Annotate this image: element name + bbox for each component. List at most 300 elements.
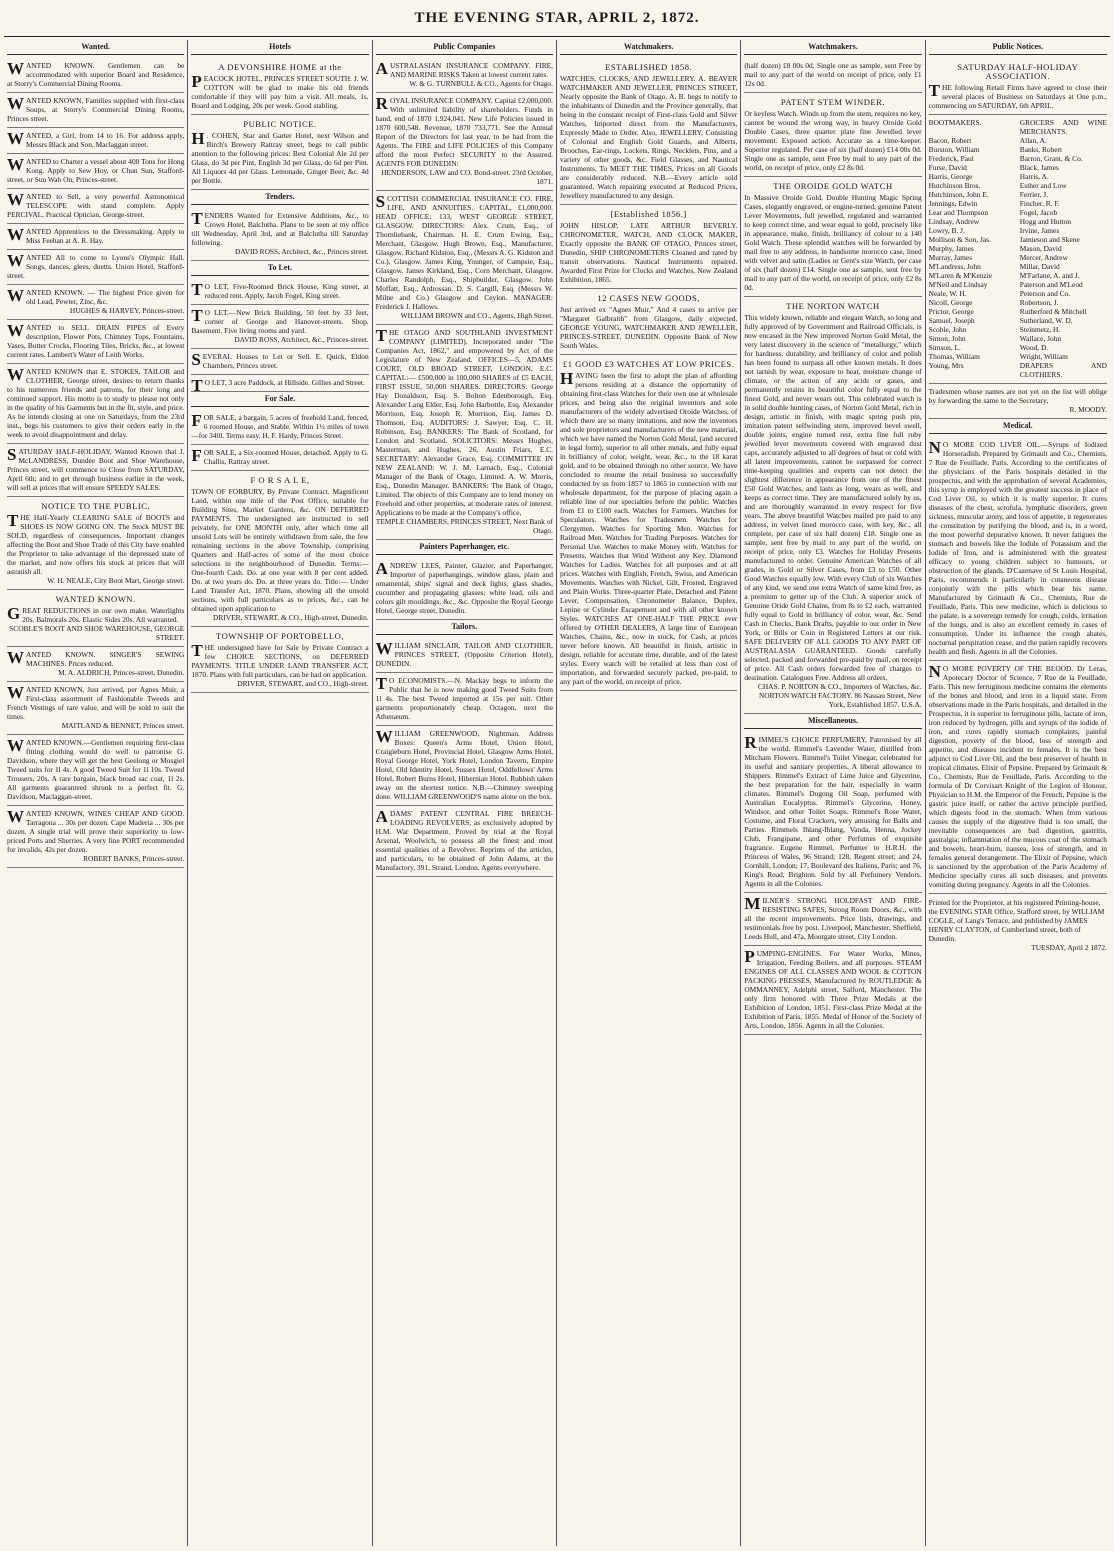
business-name: Nicoll, George bbox=[928, 298, 973, 307]
drop-cap: T bbox=[928, 81, 940, 100]
drop-cap: P bbox=[744, 947, 755, 966]
ad-body bbox=[7, 131, 184, 149]
ad-title: 12 CASES NEW GOODS, bbox=[597, 293, 700, 303]
business-name: Jennings, Edwin bbox=[928, 199, 978, 208]
ad-body bbox=[191, 211, 368, 247]
ad-body bbox=[7, 192, 184, 219]
ad-body bbox=[376, 328, 553, 517]
ad-text: ANTED KNOWN. SINGER'S SEWING MACHINES. Prices reduced. bbox=[26, 650, 185, 668]
business-name: Paterson and M'Leod bbox=[1019, 280, 1083, 289]
ad-text: ANTED KNOWN that E. STOKES, TAILOR and CLOTHIER, George street, desires to return thanks to his numerous friends and patrons, for their long and continued support. His motto is to study to please not only in the quality of his Garments but in the fit, style, and price. As he intends closing at one on Saturdays, from the 23rd inst., begs his customers to give their orders early in the week to avoid disappointment and delay. bbox=[7, 367, 185, 439]
business-name: Harris, A. bbox=[1019, 172, 1049, 181]
section-heading: Medical. bbox=[929, 419, 1107, 434]
drop-cap: S bbox=[375, 192, 386, 211]
advertisement bbox=[191, 349, 368, 375]
ad-body bbox=[376, 96, 553, 168]
ad-text: ANTED KNOWN. — The highest Price given for old Lead, Pewter, Zinc, &c. bbox=[26, 288, 185, 306]
ad-signature: ROBERT BANKS, Princes-street. bbox=[83, 854, 185, 863]
ad-text: This widely known, reliable and elegant Watch, so long and fully approved of by Government and Railroad Officials, is now encased in the New improved Norton Gold Metal, the very latest discovery in the science of "metallurgy," which for hardness, durability, and brilliancy of color and polish has been found to surpass all other known metals. It does not tarnish by wear, exposure to heat, moisture change of climate, or the action of any acids or gases, and permanently retains its beautiful color fully equal to the finest Gold, and never wears out. This celebrated watch is in solid double hunting cases, of Norton Gold Metal, rich in design, artistic in finish, with magic spring push pin, imitation patent selfwinding stem, improved bevel swell, double joints, engine turned rest, extra fine full ruby jewelled lever movements covered with engraved dust caps, accurately adjusted to all degrees of heat or cold with all latest improvements, cannot be surpassed for correct time-keeping qualities and experts can not detect the slightest difference in appearance from one of the finest £50 Gold Watches, and lasts as long, wears as well, and keeps as correct time. They are manufactured solely by us, and are thoroughly warranted in every respect for five years. The above beautiful Watches mailed pre paid to any address, in velvet lined morocco case, with key, &c., all complete, per case of six half dozen) £18. Single one as sample, sent free by mail to any part of the world, on receipt of price, only £3. Watches for Holiday Presents manufactured to order. Genuine American Watches of all grades, in Gold or Silver Cases, from £3 to £50. Other Good Watches equally low. With every Club of six Watches of any kind, we send one extra Watch of same kind free, as a premium to getter up of the Club. A superior stock of Genuine Oride Gold Chains, from 8s to £2 each, warranted fully equal to Gold in brilliancy of color, wear, &c. Send Cash in Checks, Bank Drafts, payable to our order in New York, or Bills or Coin in Registered Letters at our risk. SAFE DELIVERY OF ALL GOODS TO ANY PART OF AUSTRALASIA GUARANTEED. Goods carefully selected, packed and forwarded pre-paid by mail, on receipt of price. All Cash orders forwarded free of charges to destination. Catalogues Free. Address all orders, bbox=[744, 313, 922, 682]
drop-cap: W bbox=[7, 155, 24, 174]
ad-text: ANTED, a Girl, from 14 to 16. For address apply, Messrs Black and Son, Maclaggan street. bbox=[26, 131, 185, 149]
advertisement bbox=[191, 445, 368, 471]
drop-cap: M bbox=[744, 894, 761, 913]
advertisement bbox=[744, 58, 921, 93]
business-name: Harris, George bbox=[928, 172, 973, 181]
business-name: Irvine, James bbox=[1019, 226, 1060, 235]
drop-cap: T bbox=[191, 209, 203, 228]
drop-cap: T bbox=[191, 641, 203, 660]
ad-text: HE undersigned have for Sale by Private Contract a few CHOICE SECTIONS, on DEFERRED PAYMENTS. TITLE UNDER LAND TRANSFER ACT, 1870. Plans with full particulars, can be had on application. bbox=[191, 643, 369, 679]
advertisement bbox=[929, 58, 1107, 115]
advertisement bbox=[929, 661, 1107, 894]
ad-signature: WILLIAM BROWN and CO., Agents, High Street. bbox=[400, 311, 553, 320]
advertisement bbox=[376, 806, 553, 877]
ad-body bbox=[744, 896, 921, 941]
ad-text: HE OTAGO AND SOUTHLAND INVESTMENT COMPANY (LIMITED). Incorporated under "The Companies Act, 1862," and empowered by Act of the Legislature of New Zealand. OFFICES—5, ADAMS COURT, OLD BROAD STREET, LONDON, E.C. CAPITAL:— £500,000 in 100,000 SHARES of £5 EACH, FIRST ISSUE, 50,000 SHARES. DIRECTORS: George Hay Donaldson, Esq. S. Bolton Edenborough, Esq. Alexander Lang Elder, Esq. John Harbottle, Esq. Alexander Morrison, Esq. Joseph R. Morrison, Esq. James D. Thomson, Esq. AUDITORS: J. Sawyer, Esq. C. H. Robinson, Esq. BANKERS: The Bank of Scotland, for London and Scotland. SOLICITORS: Messrs Hughes, Masterman, and Hughes, 26, Austin Friars, E.C. SECRETARY: Alexander Grace, Esq. COMMITTEE IN NEW ZEALAND: W. J. M. Larnach, Esq., Colonial Manager of the Bank of Otago, Limited. A. W. Morris, Esq., Dunedin Manager. BANKERS: The Bank of Otago, Limited. The objects of this Company are to lend money on Freehold and other properties, at moderate rates of interest. Applications to be made at the Company's office, bbox=[375, 328, 553, 517]
ad-body bbox=[376, 61, 553, 79]
ad-text: HE following Retail Firms have agreed to close their several places of Business on Saturdays at One p.m., commencing on SATURDAY, 6th APRIL. bbox=[928, 83, 1107, 110]
advertisement bbox=[376, 673, 553, 726]
business-name: Fogel, Jacob bbox=[1019, 208, 1058, 217]
drop-cap: W bbox=[7, 129, 24, 148]
ad-body bbox=[191, 487, 368, 613]
drop-cap: W bbox=[375, 639, 393, 658]
advertisement bbox=[7, 250, 184, 285]
ad-body bbox=[560, 221, 737, 284]
drop-cap: W bbox=[375, 727, 393, 746]
ad-signature: SCOBLE'S BOOT AND SHOE WAREHOUSE, GEORGE STREET. bbox=[9, 624, 185, 642]
drop-cap: N bbox=[928, 438, 941, 457]
ad-text: ANTED to SELL DRAIN PIPES of Every description, Flower Pots, Chimney Tops, Fountains, Vases, Butter Crocks, Flooring Tiles, Bricks, &c., at lowest current rates. Lambert's Water of Leith Works. bbox=[7, 323, 185, 359]
ad-text: USTRALASIAN INSURANCE COMPANY. FIRE, AND MARINE RISKS Taken at lowest current rates. bbox=[389, 61, 553, 79]
business-name: Simon, John bbox=[928, 334, 966, 343]
section-heading: Tailors. bbox=[376, 620, 553, 635]
advertisement bbox=[7, 320, 184, 364]
drop-cap: F bbox=[191, 411, 202, 430]
advertisement bbox=[376, 93, 553, 191]
advertisement bbox=[744, 893, 921, 946]
imprint-date: TUESDAY, April 2 1872. bbox=[1031, 943, 1107, 952]
advertisement bbox=[7, 647, 184, 682]
ad-body bbox=[7, 809, 184, 854]
advertisement bbox=[7, 128, 184, 154]
advertisement bbox=[560, 205, 737, 289]
ad-text: IMMEL'S CHOICE PERFUMERY, Patronised by all the world. Rimmel's Lavender Water, distilled from Mitcham Flowers. Rimmel's Toilet Vinegar, celebrated for its useful and sanitary properties. A liberal allowance to Shippers. Rimmel's Extract of Lime Juice and Glycerine, the best preparation for the hair, especially in warm climates. Rimmel's Dugong Oil Soap, perfumed with Australian Eucalyptus. Rimmel's Glycerine, Honey, Windsor, and other Toilet Soaps. Rimmel's Rose Water, Costume, and Floral Crackers, very amusing for Balls and Parties. Rimmels Ihlang-Ihlang, Vanda, Henna, Jockey Club, Frangipane, and other Perfumes of exquisite fragrance. Eugene Rimmel, Perfumer to H.R.H. the Princess of Wales, 96 Strand; 128, Regent street; and 24, Cornhill, London; 17, Boulevard des Italiens, Paris; and 76, King's Road, Brighton. Sold by all Perfumery Vendors. Agents in all the Colonies. bbox=[744, 735, 922, 888]
section-heading: Tenders. bbox=[191, 190, 368, 205]
ad-text: ANTED KNOWN. Gentlemen can be accommodated with superior Board and Residence, at Storry's Commercial Dining Rooms. bbox=[7, 61, 185, 88]
column-public-companies bbox=[373, 40, 557, 1546]
column-public-notices bbox=[926, 40, 1110, 1546]
drop-cap: H bbox=[559, 369, 574, 388]
ad-title: £1 GOOD £3 WATCHES AT LOW PRICES. bbox=[562, 359, 735, 369]
ad-body bbox=[7, 650, 184, 668]
ad-title: WANTED KNOWN. bbox=[55, 594, 136, 604]
business-name: M'Farlane, A. and J. bbox=[1019, 271, 1080, 280]
ad-body bbox=[191, 352, 368, 370]
section-heading: To Let. bbox=[191, 261, 368, 276]
ad-body bbox=[744, 61, 921, 88]
ad-text: O LET, Five-Roomed Brick House, King street, at reduced rent. Apply, Jacob Fogel, King street. bbox=[204, 282, 369, 300]
ad-title: THE NORTON WATCH bbox=[786, 301, 880, 311]
business-name: Young, Mrs bbox=[928, 361, 964, 370]
business-name: Esther and Low bbox=[1019, 181, 1067, 190]
business-name: Rutherford & Mitchell bbox=[1019, 307, 1087, 316]
drop-cap: W bbox=[7, 225, 24, 244]
ad-text: (half dozen) £8 00s 0d. Single one as sample, sent Free by mail to any part of the world on receipt of price, only £1 12s 0d. bbox=[744, 61, 922, 88]
business-name: Ferrier, J. bbox=[1019, 190, 1049, 199]
drop-cap: W bbox=[7, 648, 24, 667]
drop-cap: H bbox=[191, 129, 205, 148]
ad-text: COTTISH COMMERCIAL INSURANCE CO. FIRE, LIFE, AND ANNUITIES. CAPITAL, £1,000,000. HEAD OFFICE: 133, WEST GEORGE STREET, GLASGOW. DIRECTORS: Alex. Crum, Esq., of Thornliebank, Chairman. H. E. Crum Ewing, Esq., Merchant, Glasgow. Hugh Brown, Esq., Manufacturer, Glasgow. Richard Kidston, Esq., (Messrs A. G. Kidston and Co.), Glasgow. James King, Younger, of Campsie, Esq., Glasgow. James Kirkland, Esq., Corn Merchant, Glasgow. Charles Randolph, Esq., Shipbuilder, Glasgow. John Moffatt, Esq., Ardrossan. D. S. Cargill, Esq. (Messrs W. Milne and Co.) Glasgow and Ceylon. MANAGER: Frederick J. Hallows. bbox=[375, 194, 553, 311]
ad-body bbox=[560, 74, 737, 200]
section-heading: Miscellaneous. bbox=[744, 714, 921, 729]
column-hotels bbox=[188, 40, 372, 1546]
business-name: Mollison & Son, Jas. bbox=[928, 235, 991, 244]
ad-text: OYAL INSURANCE COMPANY. Capital £2,000,000. With unlimited liability of shareholders. Funds in hand, end of 1870 1,924,041. New Life Policies issued in 1870 600,548. Revenue, 1870 733,771. See the Annual Report of the Directors for last year, to be had from the Agents. The FIRE and LIFE POLICIES of this Company afford the most Perfect SECURITY to the Assured. AGENTS FOR DUNEDIN: bbox=[375, 96, 553, 168]
advertisement bbox=[744, 93, 921, 177]
ad-signature: DRIVER, STEWART, and CO., High-street. bbox=[237, 679, 369, 688]
ad-text: O LET.—New Brick Building, 50 feet by 33 feet, corner of George and Hanover-streets. Shop. Basement. Five living rooms and yard. bbox=[191, 308, 369, 335]
notice-footer bbox=[929, 384, 1107, 419]
drop-cap: R bbox=[744, 733, 757, 752]
business-name: Wallace, John bbox=[1019, 334, 1062, 343]
business-name: Furse, David bbox=[928, 163, 967, 172]
drop-cap: W bbox=[7, 365, 24, 384]
business-name: Neale, W. H. bbox=[928, 289, 967, 298]
section-heading: Painters Paperhanger, etc. bbox=[376, 540, 553, 555]
drop-cap: W bbox=[7, 683, 24, 702]
advertisement bbox=[376, 726, 553, 806]
section-heading: Hotels bbox=[191, 40, 368, 55]
ad-body bbox=[7, 323, 184, 359]
ad-text: JOHN HISLOP, LATE ARTHUR BEVERLY. CHRONOMETER, WATCH, AND CLOCK MAKER, Exactly opposite the BANK OF OTAGO, Princes street, Dunedin, SHIP CHRONOMETERS Cleaned and rated by transit observations. Nautical Instruments repaired. Awarded First Prize for Clocks and Watches, New Zealand Exhibition, 1865. bbox=[559, 221, 738, 284]
drop-cap: S bbox=[191, 350, 201, 369]
advertisement bbox=[744, 732, 921, 893]
business-name: Prictor, George bbox=[928, 307, 974, 316]
ad-body bbox=[376, 729, 553, 801]
drop-cap: T bbox=[375, 674, 387, 693]
ad-body bbox=[7, 738, 184, 801]
section-heading: Public Notices. bbox=[929, 40, 1107, 55]
drop-cap: A bbox=[375, 559, 388, 578]
advertisement bbox=[376, 191, 553, 325]
ad-title: TOWNSHIP OF PORTOBELLO, bbox=[215, 631, 345, 641]
business-name: Hogg and Hutton bbox=[1019, 217, 1072, 226]
business-name: Lindsay, Andrew bbox=[928, 217, 980, 226]
drop-cap: W bbox=[7, 286, 24, 305]
business-name: Hutchinson, John E. bbox=[928, 190, 989, 199]
ad-body bbox=[7, 513, 184, 576]
advertisement bbox=[191, 58, 368, 115]
advertisement bbox=[7, 497, 184, 590]
business-name: Banks, Robert bbox=[1019, 145, 1063, 154]
business-name: Burston, William bbox=[928, 145, 980, 154]
drop-cap: T bbox=[191, 280, 203, 299]
ad-body bbox=[744, 109, 921, 172]
business-name: Thomas, William bbox=[928, 352, 980, 361]
advertisement bbox=[376, 58, 553, 93]
ad-text: ILNER'S STRONG HOLDFAST AND FIRE-RESISTING SAFES, Strong Room Doors, &c., with all the recent improvements. Price lists, drawings, and testimonials free by post. Liverpool, Manchester, Sheffield, Leeds Hull, and 47a, Moorgate street, City London. bbox=[744, 896, 922, 941]
business-name: GROCERS AND WINE MERCHANTS. bbox=[1019, 118, 1107, 136]
ad-body bbox=[376, 194, 553, 311]
business-name: Barron, Grant, & Co. bbox=[1019, 154, 1083, 163]
ad-text: ATURDAY HALF-HOLIDAY, Wanted Known that J. McLANDRESS, Dundee Boot and Shoe Warehouse, Princes street, will commence to Close from SATURDAY, April 6th; and to get through business earlier in the week, will sell at prices that will ensure SPEEDY SALES. bbox=[7, 447, 185, 492]
ad-text: EVERAL Houses to Let or Sell. E. Quick, Eldon Chambers, Princes street. bbox=[202, 352, 369, 370]
ad-signature: DAVID ROSS, Architect, &c., Princes street. bbox=[234, 247, 369, 256]
business-name: Robertson, J. bbox=[1019, 298, 1059, 307]
ad-text: UMPING-ENGINES. For Water Works, Mines, Irrigation, Feeding Boilers, and all purposes. STEAM ENGINES OF ALL CLASSES AND WOOL & COTTON PACKING PRESSES, Manufactured by ROUTLEDGE & OMMANNEY, Adelphi street, Salford, Manchester. The only firm honored with Three Prize Medals at the Exhibition of London, 1851. First-class Prize Medal at the Exhibition of Paris, 1855. Medal of Honor of the Society of Arts, London, 1856. Agents in all the Colonies. bbox=[744, 949, 922, 1030]
drop-cap: T bbox=[7, 511, 19, 530]
business-name: Frederick, Paul bbox=[928, 154, 974, 163]
ad-text: In Massive Oroide Gold, Double Hunting Magic Spring Cases, elegantly engraved, or engine-turned, genuine Patent Lever Movements, full jewelled, regulated and warranted to keep correct time, and wear equal to gold, precisely like in appearance, make, finish, brilliancy of colour to a 140 Gold Watch. These splendid watches will be forwarded by mail free to any address, in handsome morocco case, lined with velvet and satin (Ladies or Gent's size Watch, per case of six (half dozen) £14. Single one as sample, sent free by mail to any part of the world, on receipt of price, only £2 8s 0d. bbox=[744, 193, 922, 292]
ad-text: ENDERS Wanted for Extensive Additions, &c., to Crown Hotel, Balclutha. Plans to be seen at my office till Wednesday, April 3rd, and at Balclutha till Saturday following. bbox=[191, 211, 369, 247]
newspaper-title: THE EVENING STAR, APRIL 2, 1872. bbox=[414, 10, 700, 26]
business-name: Murphy, James bbox=[928, 244, 974, 253]
advertisement bbox=[191, 305, 368, 349]
advertisement bbox=[7, 58, 184, 93]
business-name: Scoble, John bbox=[928, 325, 967, 334]
ad-text: HE Half-Yearly CLEARING SALE of BOOTS and SHOES IS NOW GOING ON. The Stock MUST BE SOLD, regardless of consequences. Important changes affecting the Boot and Shoe Trade of this City have enabled the Proprietor to take advantage of the depressed state of the market, and now offers his stock at prices that will astonish all. bbox=[7, 513, 185, 576]
ad-title: F O R S A L E, bbox=[250, 475, 310, 485]
ad-body bbox=[744, 193, 921, 292]
notice-text: Tradesmen whose names are not yet on the list will oblige by forwarding the same to the Secretary, bbox=[928, 387, 1107, 405]
business-name: Millar, David bbox=[1019, 262, 1060, 271]
ad-text: O MORE COD LIVER OIL.—Syrups of Iodized Horseradish. Prepared by Grimault and Co., Chemists, 7 Rue de Feuillade, Paris. According to the certificates of the physicians of the Paris hospitals detailed in the prospectus, and with the approbation of several Academies, this syrup is employed with the greatest success in place of Cod Liver Oil, to which it is really superior. It cures diseases of the chest, scrofula, lymphatic disorders, green sickness, muscular atony, and loss of appetite, it regenerates the constitution by purifying the blood, and is, in a word, the most powerful depurative known. It never fatigues the stomach and bowels like the Iodide of Potassium and the Iodide of Iron, and is administered with the greatest efficacy to young children subject to humours, or obstruction of the glands. D'Cazenave of St Louis Hospital, Paris, recommends it particularly in cutaneous disease conjointly with the pills which bear his name. Manufactured by Grimault & Co., Chemists, Rue de Feuillade, Paris. This new medicine, which is delicious to the palate, is a sovereign remedy for cough, colds, irritation of the lungs, and is also an excellent remedy in cases of consumption. Under its influence the cough abates, nocturnal perspiration cease, and the patien rapidly recovers health and flesh. Agents in all the Colonies. bbox=[928, 440, 1107, 656]
ad-text: ILLIAM SINCLAIR, TAILOR AND CLOTHIER, PRINCES STREET, (Opposite Criterion Hotel), DUNEDIN. bbox=[375, 641, 553, 668]
ad-title: A DEVONSHIRE HOME at the bbox=[218, 62, 342, 72]
ad-title: PUBLIC NOTICE. bbox=[243, 119, 317, 129]
business-name: Black, James bbox=[1019, 163, 1059, 172]
drop-cap: A bbox=[375, 807, 388, 826]
section-heading: Watchmakers. bbox=[744, 40, 921, 55]
ad-signature: W. & G. TURNBULL & CO., Agents for Otago. bbox=[409, 79, 553, 88]
ad-body bbox=[7, 227, 184, 245]
imprint bbox=[929, 894, 1107, 952]
ad-body bbox=[7, 253, 184, 280]
advertisement bbox=[376, 325, 553, 540]
drop-cap: P bbox=[191, 72, 202, 91]
column-watchmakers-2 bbox=[741, 40, 925, 1546]
drop-cap: F bbox=[191, 446, 202, 465]
advertisement bbox=[7, 444, 184, 497]
advertisement bbox=[7, 224, 184, 250]
ad-body bbox=[7, 367, 184, 439]
column-wanted bbox=[4, 40, 188, 1546]
ad-text: OR SALE, a bargain, 5 acres of freehold Land, fenced, 6 roomed House, and Stable. Within 1½ miles of town—for 340l. Terms easy. H. F. Hardy, Princes Street. bbox=[191, 413, 369, 440]
drop-cap: W bbox=[7, 94, 24, 113]
notice-signature: R. MOODY. bbox=[1069, 405, 1107, 414]
drop-cap: R bbox=[375, 94, 388, 113]
ad-body bbox=[7, 61, 184, 88]
business-name: Mason, David bbox=[1019, 244, 1062, 253]
ad-title: THE OROIDE GOLD WATCH bbox=[773, 181, 893, 191]
ad-body bbox=[191, 413, 368, 440]
drop-cap: W bbox=[7, 321, 24, 340]
ad-signature: TEMPLE CHAMBERS, PRINCES STREET, Next Bank of Otago. bbox=[375, 517, 553, 535]
drop-cap: W bbox=[7, 59, 24, 78]
business-name: Peterson and Co. bbox=[1019, 289, 1071, 298]
advertisement bbox=[7, 682, 184, 735]
advertisement bbox=[744, 297, 921, 714]
ad-text: WATCHES, CLOCKS, AND JEWELLERY. A. BEAVER WATCHMAKER AND JEWELLER, PRINCES STREET, Nearly opposite the Bank of Otago. A. B. begs to notify to the inhabitants of Dunedin and the Province generally, that being in the constant receipt of First-class Gold and Silver Watches, Imported direct from the Manufacturers, Expressly Made to Order. Also, JEWELLERY, Consisting of Colonial and English Gold Guards, and Alberts, Brooches, Ear-rings, Lockets, Rings, Necklets, Pins, and a variety of other goods, &c. Field Glasses, and Nautical Instruments. To MEET THE TIMES, Prices on all Goods are considerably reduced. N.B.—Every article sold guaranteed. Watch repairing executed at Reduced Prices, Jewellery manufactured to any design. bbox=[559, 74, 738, 200]
drop-cap: T bbox=[191, 306, 203, 325]
business-name: Allan, A. bbox=[1019, 136, 1047, 145]
advertisement bbox=[376, 558, 553, 620]
ad-text: Or keyless Watch. Winds up from the stem, requires no key, cannot be wound the wrong way, in heavy Oroide Gold Double Cases, three quarter plate fine Jewelled lever movement. Exposed action. Accurate as a time-keeper. Superior regulated. Per case of six (half dozen) £14 00s 0d. Single one as sample, sent Free by mail to any part of the world, on receipt of price, only £2 8s 0d. bbox=[744, 109, 922, 172]
drop-cap: W bbox=[7, 251, 24, 270]
business-name: Wood, D. bbox=[1019, 343, 1049, 352]
business-name: Hutchinson Bros. bbox=[928, 181, 981, 190]
ad-text: OR SALE, a Six-roomed House, detached. Apply to G. Challis, Rattray street. bbox=[203, 448, 369, 466]
drop-cap: T bbox=[375, 326, 387, 345]
ad-text: ILLIAM GREENWOOD, Nightman. Address Boxes: Queen's Arms Hotel, Union Hotel, Craigieburn Hotel, Provincial Hotel, Glasgow Arms Hotel, Royal George Hotel, York Hotel, London Tavern, Empire Hotel, Old Identity Hotel, Sussex Hotel, Oddfellows' Arms Hotel, Robert Burns Hotel, Hibernian Hotel. Rubbish taken away on the shortest notice. N.B.—Chimney sweeping done. WILLIAM GREENWOOD'S name alone on the box. bbox=[375, 729, 553, 801]
ad-text: ANTED KNOWN.—Gentlemen requiring first-class fitting clothing would do well to patronise G. Davidson, where they will get the best Geelong or Mosgiel Tweed suits for 1l 4s. A good Tweed Suit for 1l 10s. Tweed Trousers, 20s. A rare bargain, black broad sac coat, 1l 2s. All garments guaranteed shrunk to a perfect fit. G. Davidson, Maclaggan-street. bbox=[7, 738, 185, 801]
advertisement bbox=[191, 375, 368, 395]
business-name: DRAPERS AND CLOTHIERS. bbox=[1019, 361, 1107, 379]
drop-cap: W bbox=[7, 736, 24, 755]
ad-title: NOTICE TO THE PUBLIC. bbox=[41, 501, 151, 511]
drop-cap: N bbox=[928, 662, 941, 681]
ad-body bbox=[191, 376, 368, 395]
ad-body bbox=[191, 74, 368, 110]
business-name: Wright, William bbox=[1019, 352, 1068, 361]
ad-text: EACOCK HOTEL, PRINCES STREET SOUTH. J. W. COTTON will be glad to make his old friends comfortable if they will pay him a visit. All meals, 1s. Board and Lodging, 20s per week. Good stabling. bbox=[191, 74, 369, 110]
drop-cap: G bbox=[7, 604, 21, 623]
ad-text: NDREW LEES, Painter, Glazier, and Paperhanger, Importer of paperhangings, window glass, plain and ornamental, ships' signal and deck lights, glass shades, cucumber and propagating glasses; white lead, oils and colors gilt mouldings, &c., &c. Opposite the Royal George Hotel, George street, Dunedin. bbox=[375, 561, 553, 615]
advertisement bbox=[376, 638, 553, 673]
ad-text: ANTED Apprentices to the Dressmaking. Apply to Miss Feehan at A. R. Hay. bbox=[26, 227, 185, 245]
business-name: Lowry, B. J. bbox=[928, 226, 965, 235]
section-heading: Wanted. bbox=[7, 40, 184, 55]
business-name: Bacon, Robert bbox=[928, 136, 972, 145]
drop-cap: T bbox=[191, 376, 203, 395]
ad-body bbox=[191, 131, 368, 185]
ad-body bbox=[191, 308, 368, 335]
business-name: Simson, L. bbox=[928, 343, 961, 352]
ad-body bbox=[7, 685, 184, 721]
business-list bbox=[929, 115, 1107, 384]
business-name: Samuel, Joseph bbox=[928, 316, 975, 325]
advertisement bbox=[560, 355, 737, 691]
advertisement bbox=[7, 285, 184, 320]
advertisement bbox=[7, 590, 184, 647]
ad-signature: HUGHES & HARVEY, Princes-street. bbox=[69, 306, 185, 315]
business-name: Sutherland, W. D. bbox=[1019, 316, 1073, 325]
ad-title: SATURDAY HALF-HOLIDAY ASSOCIATION. bbox=[957, 62, 1079, 81]
business-name: Fincher, R. F. bbox=[1019, 199, 1060, 208]
business-name: M'Landress, John bbox=[928, 262, 981, 271]
advertisement bbox=[560, 58, 737, 205]
ad-body bbox=[376, 561, 553, 615]
advertisement bbox=[191, 471, 368, 627]
ad-signature: M. A. ALDRICH, Princes-street, Dunedin. bbox=[58, 668, 185, 677]
section-heading: Watchmakers. bbox=[560, 40, 737, 55]
ad-text: ANTED KNOWN, Families supplied with first-class Soups, at Storry's Commercial Dining Rooms, Princes street. bbox=[7, 96, 185, 123]
masthead bbox=[0, 0, 1114, 36]
business-name: Lear and Thompson bbox=[928, 208, 989, 217]
ad-text: O MORE POVERTY OF THE BLOOD. Dr Leras, Apotecary Doctor of Science, 7 Rue de la Feuillade, Paris. This new ferruginous medicine contains the elements of the bones and blood, and iron in a liquid state. From observations made in the Paris hospitals, and detailed in the Prospectus, it is superior to ferruginous pills, lactate of iron, iron reduced by hydrogen, pills and syrups of the iodide of iron, and cures rapidly stomach complaints, painful digestion, poverty of the blood, loss of strength and appetite, and diseases incident to females. It is the best adjunct to Cod Liver Oil, and the best preserver of health in tropical climates. Elixir of Pepsine. Prepared by Grimault & Co., Chemists, Rue de Feuillade, Paris. According to the formula of Dr Corvisart Knight of the Legion of Honour, Physician to H.M. the Emperor of the French, Pepsine is the gastric juice itself, or rather the active principle purified, which digests food in the stomach. When from various causes the supply of the digestive fluid is too small, the inevitable consequences are bad digestion, gastritis, gastralgia; inflammation of the mucous coat of the stomach and bowels, heart-burn, nausea, loss of strength, and in females general derangement. The Elixir of Pepsine, which is sanctioned by the approbation of the Paris Academy of Medicine specially cures all such diseases, and prevents vomiting during pregnancy. Agents in all the Colonies. bbox=[928, 664, 1107, 889]
ad-body bbox=[376, 809, 553, 872]
ad-body bbox=[376, 676, 553, 721]
business-name: Murray, James bbox=[928, 253, 973, 262]
advertisement bbox=[7, 364, 184, 444]
ad-body bbox=[744, 949, 921, 1030]
masthead-rule bbox=[4, 36, 1110, 37]
ad-signature: DRIVER, STEWART, & CO., High-street, Dunedin. bbox=[213, 613, 369, 622]
ad-signature: DAVID ROSS, Architect, &c., Princes-street. bbox=[234, 335, 369, 344]
ad-text: O LET, 3 acre Paddock, at Hillside. Gillies and Street. bbox=[204, 378, 365, 387]
ad-text: ANTED KNOWN, Just arrived, per Agnes Muir, a First-class assortment of Fashionable Tweeds and French Vestings of rare value, and will be sold to suit the times. bbox=[7, 685, 185, 721]
ad-body bbox=[376, 641, 553, 668]
business-name: Steinmetz, H. bbox=[1019, 325, 1061, 334]
ad-body bbox=[7, 606, 184, 624]
advertisement bbox=[7, 154, 184, 189]
drop-cap: S bbox=[7, 445, 17, 464]
ad-text: REAT REDUCTIONS in our own make. Waterlights 20s. Balmorals 20s. Elastic Sides 20s. All warranted. bbox=[22, 606, 185, 624]
ad-signature: MAITLAND & BENNET, Princes street. bbox=[61, 721, 185, 730]
ad-text: DAMS' PATENT CENTRAL FIRE BREECH-LOADING REVOLVERS, as exclusively adopted by H.M. War Department. Proved by trial at the Royal Arsenal, Woolwich, to possess all the finest and most essential qualities of a Revolver. Reprints of the articles, and particulars, to be obtained of John Adams, at the Manufactory, 391, Strand, London. Agents everywhere. bbox=[375, 809, 553, 872]
ad-text: . COHEN, Star and Garter Hotel, next Wilson and Birch's Brewery Rattray street, begs to call public attention to the following prices: Best Colonial Ale 2d per Glass, do 3d per Pint, English 3d per Glass, do 6d per Pint. All Liquors 4d per Glass. Lemonade, Ginger Beer, &c. 4d per Bottle. bbox=[191, 131, 369, 185]
section-heading: Public Companies bbox=[376, 40, 553, 55]
advertisement bbox=[7, 189, 184, 224]
ad-body bbox=[929, 83, 1107, 110]
ad-body bbox=[929, 440, 1107, 656]
ad-title: PATENT STEM WINDER. bbox=[780, 97, 886, 107]
ad-text: O ECONOMISTS.—N. Mackay begs to inform the Public that he is now making good Tweed Suits from 1l 4s. The best Tweed imported at 15s per suit. Other garments proportionately cheap. Octagon, next the Athenæum. bbox=[375, 676, 553, 721]
ad-title: [Established 1856.] bbox=[610, 209, 687, 219]
advertisement bbox=[191, 410, 368, 445]
ad-body bbox=[7, 288, 184, 306]
advertisement bbox=[929, 437, 1107, 661]
ad-signature: W. H. NEALE, City Boot Mart, George street. bbox=[47, 576, 185, 585]
drop-cap: W bbox=[7, 807, 24, 826]
ad-signature: HENDERSON, LAW and CO. Bond-street. 23rd October, 1871. bbox=[381, 168, 553, 186]
advertisement bbox=[744, 177, 921, 297]
ad-text: AVING been the first to adopt the plan of affording persons residing at a distance the opportunity of obtaining first-class Watches for their own use at wholesale prices, and being also the original inventors and sole manufacturers of the widely advertised Oroide Watches, of which there are so many imitations, and now the inventors and sole proprietors and manufacturers of the new material, which we have named the Norton Gold Metal, (and secured in legal form), superior to all other metals, and fully equal in brilliancy of color, weight, wear, &c., to the 18 karat gold, and to be obtained through no other source. We have concluded to resume the retail business so successfully conducted by us from 1857 to 1865 in connection with our wholesale department, for the purpose of placing again a reliable line of our specialties before the public. Watches from £1 to £100 each. Watches for Farmers. Watches for Speculators. Watches for Tradesmen. Watches for Clergymen. Watches for Sporting Men. Watches for Railroad Men. Watches for Trading Purposes. Watches for Personal Use. Watches to make Money with. Watches for Presents. Watches that Wind Without any Key. Diamond Watches for Ladies. Watches for all purposes and at all prices. Watches with English, French, Swiss, and American Movements. Watches with Nickel, Gilt, Frosted, Engraved and Plain Works. Three-quarter Plate, Detached and Patent Lever, Compensation, Chronometer Balance, Duplex, Lepine or Cylinder Escapement and with all other known Styles. WATCHES AT ONE-HALF THE PRICE ever offered by OTHER DEALERS, A large line of European Watches, Chains, &c., now in stock, for Cash, at prices never before known. All beautiful in finish, artistic in design, reliable for accurate time, durable, and of the latest styles. Every watch will be retailed at less than cost of importation, and forwarded securely packed, pre-paid, to any part of the world, on receipt of price. bbox=[559, 371, 738, 686]
ad-text: ANTED to Sell, a very powerful Astronomical TELESCOPE with stand complete. Apply PERCIVAL, Practical Optician, George-street. bbox=[7, 192, 185, 219]
advertisement bbox=[191, 279, 368, 305]
advertisement bbox=[7, 93, 184, 128]
ad-text: TOWN OF FORBURY, By Private Contract. Magnificent Land, within one mile of the Post Office, suitable for Building Sites, Market Gardens, &c. ON DEFERRED PAYMENTS. The undersigned are instructed to sell privately, for ONE MONTH only, after which time all unsold Lots will be entirely withdrawn from sale, the few remaining sections in the above Township, comprising Quarters and Half-acres of some of the most choice selections in the neighbourhood of Dunedin. Terms:— One-fourth Cash. Do. at one year with 8 per cent added. Do. at two years do. Do. at three years do. Title:— Under Land Transfer Act, 1870. Plans, showing all the unsold sections, with full particulars as to prices, &c., can be obtained upon application to bbox=[191, 487, 369, 613]
ad-body bbox=[191, 282, 368, 300]
newspaper-page bbox=[4, 40, 1110, 1546]
ad-text: ANTED KNOWN, WINES CHEAP AND GOOD. Tarragona ... 30s per dozen. Cape Maderia ... 30s per dozen. A single trial will prove their superiority to low-priced Ports and Sherries. A very fine PORT recommended for invalids, 42s per dozen. bbox=[7, 809, 185, 854]
advertisement bbox=[191, 627, 368, 693]
ad-title: ESTABLISHED 1858. bbox=[605, 62, 693, 72]
business-name: Jamieson and Skene bbox=[1019, 235, 1080, 244]
ad-body bbox=[7, 157, 184, 184]
advertisement bbox=[191, 208, 368, 261]
ad-body bbox=[560, 305, 737, 350]
business-name: Mercer, Andrew bbox=[1019, 253, 1068, 262]
advertisement bbox=[7, 735, 184, 806]
drop-cap: A bbox=[375, 59, 388, 78]
ad-text: ANTED All to come to Lyons's Olympic Hall. Songs, dances, glees, duetts. Union Hotel, Stafford-street. bbox=[7, 253, 185, 280]
ad-body bbox=[560, 371, 737, 686]
advertisement bbox=[744, 946, 921, 1035]
ad-body bbox=[7, 447, 184, 492]
business-name: M'Neil and Lindsay bbox=[928, 280, 988, 289]
ad-text: Just arrived ex "Agnes Muir," And 4 cases to arrive per "Margaret Galbraith" from Glasgow, daily expected. GEORGE YOUNG, WATCHMAKER AND JEWELLER, PRINCES-STREET, DUNEDIN. Opposite Bank of New South Wales. bbox=[559, 305, 738, 350]
advertisement bbox=[560, 289, 737, 355]
ad-body bbox=[929, 664, 1107, 889]
section-heading: For Sale. bbox=[191, 392, 368, 407]
ad-body bbox=[191, 448, 368, 466]
ad-body bbox=[744, 735, 921, 888]
drop-cap: W bbox=[7, 190, 24, 209]
ad-body bbox=[191, 643, 368, 679]
ad-text: ANTED to Charter a vessel about 400 Tons for Hong Kong. Apply to Sew Hoy, or Chun Sun, Stafford-street, or Sun Wah On, Princes-street. bbox=[7, 157, 185, 184]
